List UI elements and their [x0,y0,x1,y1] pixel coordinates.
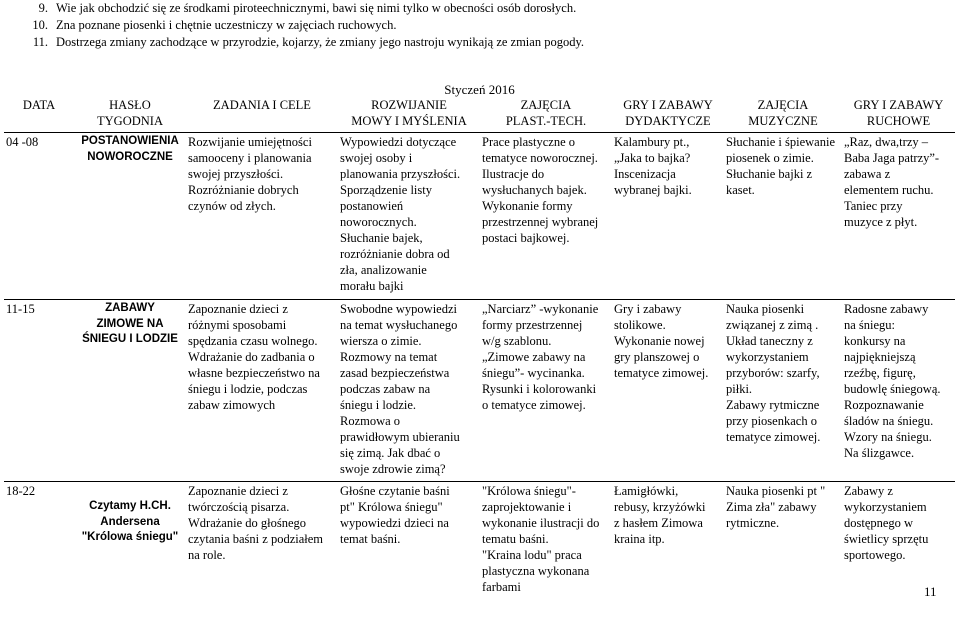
cell-line: Rysunki i kolorowanki [482,382,597,396]
cell-line: Na ślizgawce. [844,446,915,460]
cell-line: z hasłem Zimowa [614,516,703,530]
cell-line: Zapoznanie dzieci z [188,484,288,498]
cell-line: budowlę śniegową. [844,382,941,396]
week-art [480,300,612,482]
table-header-row [4,95,955,133]
cell-line: ZIMOWE NA [96,317,164,330]
cell-line: Rozmowa o [340,414,401,428]
cell-line: "Królowa śniegu"- [482,484,576,498]
week-speech [338,482,480,614]
cell-line: „Narciarz” -wykonanie [482,302,599,316]
cell-line: Słuchanie bajki z [726,167,813,181]
cell-line: najpiękniejszą [844,350,916,364]
header-art: ZAJĘCIA PLAST.-TECH. [505,98,587,128]
cell-line: zaprojektowanie i [482,500,572,514]
intro-list [18,0,948,51]
cell-line: wykorzystaniem [726,350,809,364]
cell-line: noworocznych. [340,215,417,229]
header-motto: HASŁO TYGODNIA [97,98,163,128]
cell-line: związanej z zimą . [726,318,819,332]
month-title: Styczeń 2016 [444,82,515,97]
cell-line: Słuchanie bajek, [340,231,423,245]
week-goals [186,482,338,614]
cell-line: swojej osoby i [340,151,413,165]
cell-line: w/g szablonu. [482,334,552,348]
cell-line: na śniegu: [844,318,896,332]
table-row [4,300,955,482]
cell-line: postanowień [340,199,404,213]
cell-line: „Jaka to bajka? [614,151,691,165]
cell-line: rebusy, krzyżówki [614,500,706,514]
week-games [612,133,724,300]
cell-line: Gry i zabawy [614,302,682,316]
cell-line: morału bajki [340,279,404,293]
cell-line: konkursy na [844,334,906,348]
cell-line: formy przestrzennej [482,318,583,332]
cell-line: dostępnego w [844,516,914,530]
cell-line: plastyczna wykonana [482,564,590,578]
cell-line: wiersza o zimie. [340,334,422,348]
header-music: ZAJĘCIA MUZYCZNE [748,98,818,128]
cell-line: wykonanie ilustracji do [482,516,600,530]
cell-line: przyborów: szarfy, [726,366,820,380]
intro-item [18,0,948,17]
cell-line: prawidłowym ubieraniu [340,430,460,444]
header-speech: ROZWIJANIE MOWY I MYŚLENIA [351,98,467,128]
cell-line: Swobodne wypowiedzi [340,302,457,316]
cell-line: Rozróżnianie dobrych [188,183,299,197]
cell-line: rozróżnianie dobra od [340,247,450,261]
cell-line: ZABAWY [105,302,155,314]
header-motion: GRY I ZABAWY RUCHOWE [853,98,944,128]
intro-text: Zna poznane piosenki i chętnie uczestniczy w zajęciach ruchowych. [56,18,397,32]
header-goals: ZADANIA I CELE [213,98,311,112]
cell-line: pt" Królowa śniegu" [340,500,443,514]
cell-line: zasad bezpieczeństwa [340,366,450,380]
cell-line: podczas zabaw na [340,382,431,396]
cell-line: Rozmowy na temat [340,350,438,364]
cell-line: farbami [482,580,521,594]
cell-line: rzeźbę, figurę, [844,366,916,380]
week-art [480,133,612,300]
cell-line: Łamigłówki, [614,484,679,498]
cell-line: piosenek o zimie. [726,151,814,165]
cell-line: Układ taneczny z [726,334,813,348]
cell-line: planowania przyszłości. [340,167,461,181]
cell-line: Zabawy z [844,484,893,498]
cell-line: Nauka piosenki pt " [726,484,826,498]
cell-line: Zima zła" zabawy [726,500,817,514]
header-date: DATA [22,98,56,112]
cell-line: wysłuchanych bajek. [482,183,587,197]
cell-line: śladów na śniegu. [844,414,934,428]
cell-line: tematyce zimowej. [614,366,709,380]
cell-line: sportowego. [844,548,906,562]
cell-line: NOWOROCZNE [87,150,173,163]
cell-line: Kalambury pt., [614,135,690,149]
cell-line: czytania baśni z podziałem [188,532,324,546]
cell-line: Wzory na śniegu. [844,430,932,444]
cell-line: temat baśni. [340,532,401,546]
cell-line: Zabawy rytmiczne [726,398,820,412]
cell-line: zła, analizowanie [340,263,427,277]
week-music [724,133,842,300]
cell-line: stolikowe. [614,318,666,332]
cell-line: postaci bajkowej. [482,231,570,245]
week-date: 11-15 [6,302,35,316]
week-date: 18-22 [6,484,36,498]
cell-line: Sporządzenie listy [340,183,432,197]
cell-line: piłki. [726,382,753,396]
cell-line: śniegu”- wycinanka. [482,366,585,380]
cell-line: kaset. [726,183,755,197]
cell-line: „Raz, dwa,trzy – [844,135,928,149]
cell-line: na temat wysłuchanego [340,318,458,332]
cell-line: samooceny i planowania [188,151,312,165]
week-art [480,482,612,614]
intro-text: Dostrzega zmiany zachodzące w przyrodzie, kojarzy, że zmiany jego nastroju wynikają ze zmian pogody. [56,35,585,49]
week-motion [842,300,955,482]
cell-line: się zimą. Jak dbać o [340,446,441,460]
cell-line: gry planszowej o [614,350,700,364]
cell-line: tematyce noworocznej. [482,151,598,165]
week-music [724,300,842,482]
cell-line: Baba Jaga patrzy”- [844,151,940,165]
cell-line: Inscenizacja [614,167,676,181]
cell-line: zabawa z [844,167,891,181]
cell-line: Wdrażanie do głośnego [188,516,307,530]
cell-line: Prace plastyczne o [482,135,576,149]
intro-number: 10. [32,18,48,32]
week-speech [338,133,480,300]
week-motion [842,133,955,300]
cell-line: Wykonanie formy [482,199,573,213]
cell-line: Wypowiedzi dotyczące [340,135,457,149]
cell-line: twórczością pisarza. [188,500,290,514]
cell-line: wypowiedzi dzieci na [340,516,449,530]
cell-line: "Królowa śniegu" [81,531,179,543]
week-motto [74,133,186,300]
intro-item [18,17,948,34]
cell-line: Andersena [100,515,160,528]
cell-line: o tematyce zimowej. [482,398,586,412]
week-goals [186,300,338,482]
cell-line: "Kraina lodu" praca [482,548,582,562]
cell-line: przestrzennej wybranej [482,215,599,229]
cell-line: przy piosenkach o [726,414,817,428]
cell-line: „Zimowe zabawy na [482,350,586,364]
week-goals [186,133,338,300]
table-row [4,482,955,614]
week-speech [338,300,480,482]
cell-line: Rozwijanie umiejętności [188,135,312,149]
cell-line: Taniec przy [844,199,903,213]
week-date: 04 -08 [6,135,39,149]
page-number: 11 [924,584,937,599]
cell-line: spędzania czasu wolnego. [188,334,318,348]
cell-line: Radosne zabawy [844,302,929,316]
cell-line: różnymi sposobami [188,318,287,332]
cell-line: śniegu i lodzie. [340,398,417,412]
cell-line: śniegu i lodzie, podczas [188,382,308,396]
cell-line: Wykonanie nowej [614,334,705,348]
intro-item [18,34,948,51]
cell-line: muzyce z płyt. [844,215,918,229]
cell-line: Głośne czytanie baśni [340,484,450,498]
week-games [612,482,724,614]
week-games [612,300,724,482]
week-music [724,482,842,614]
cell-line: Słuchanie i śpiewanie [726,135,835,149]
cell-line: Ilustracje do [482,167,545,181]
cell-line: tematyce zimowej. [726,430,821,444]
cell-line: Czytamy H.CH. [89,500,171,512]
cell-line: swoje zdrowie zimą? [340,462,446,476]
header-games: GRY I ZABAWY DYDAKTYCZE [623,98,713,128]
week-motto [74,300,186,482]
intro-text: Wie jak obchodzić się ze środkami piroteechnicznymi, bawi się nimi tylko w obecności osób dorosłych. [56,1,577,15]
cell-line: swojej przyszłości. [188,167,284,181]
cell-line: własne bezpieczeństwo na [188,366,320,380]
week-motto [74,482,186,614]
cell-line: wybranej bajki. [614,183,692,197]
cell-line: świetlicy sprzętu [844,532,929,546]
cell-line: wykorzystaniem [844,500,927,514]
cell-line: rytmiczne. [726,516,780,530]
cell-line: Nauka piosenki [726,302,805,316]
week-motion [842,482,955,614]
cell-line: tematu baśni. [482,532,549,546]
table-row [4,133,955,300]
cell-line: Wdrażanie do zadbania o [188,350,315,364]
cell-line: na role. [188,548,226,562]
cell-line: zabaw zimowych [188,398,276,412]
intro-number: 9. [38,1,48,15]
cell-line: POSTANOWIENIA [81,135,179,147]
cell-line: Rozpoznawanie [844,398,924,412]
cell-line: elementem ruchu. [844,183,934,197]
intro-number: 11. [32,35,48,49]
cell-line: czynów od złych. [188,199,276,213]
cell-line: Zapoznanie dzieci z [188,302,288,316]
cell-line: ŚNIEGU I LODZIE [82,333,178,345]
cell-line: kraina itp. [614,532,665,546]
plan-table [4,95,955,614]
